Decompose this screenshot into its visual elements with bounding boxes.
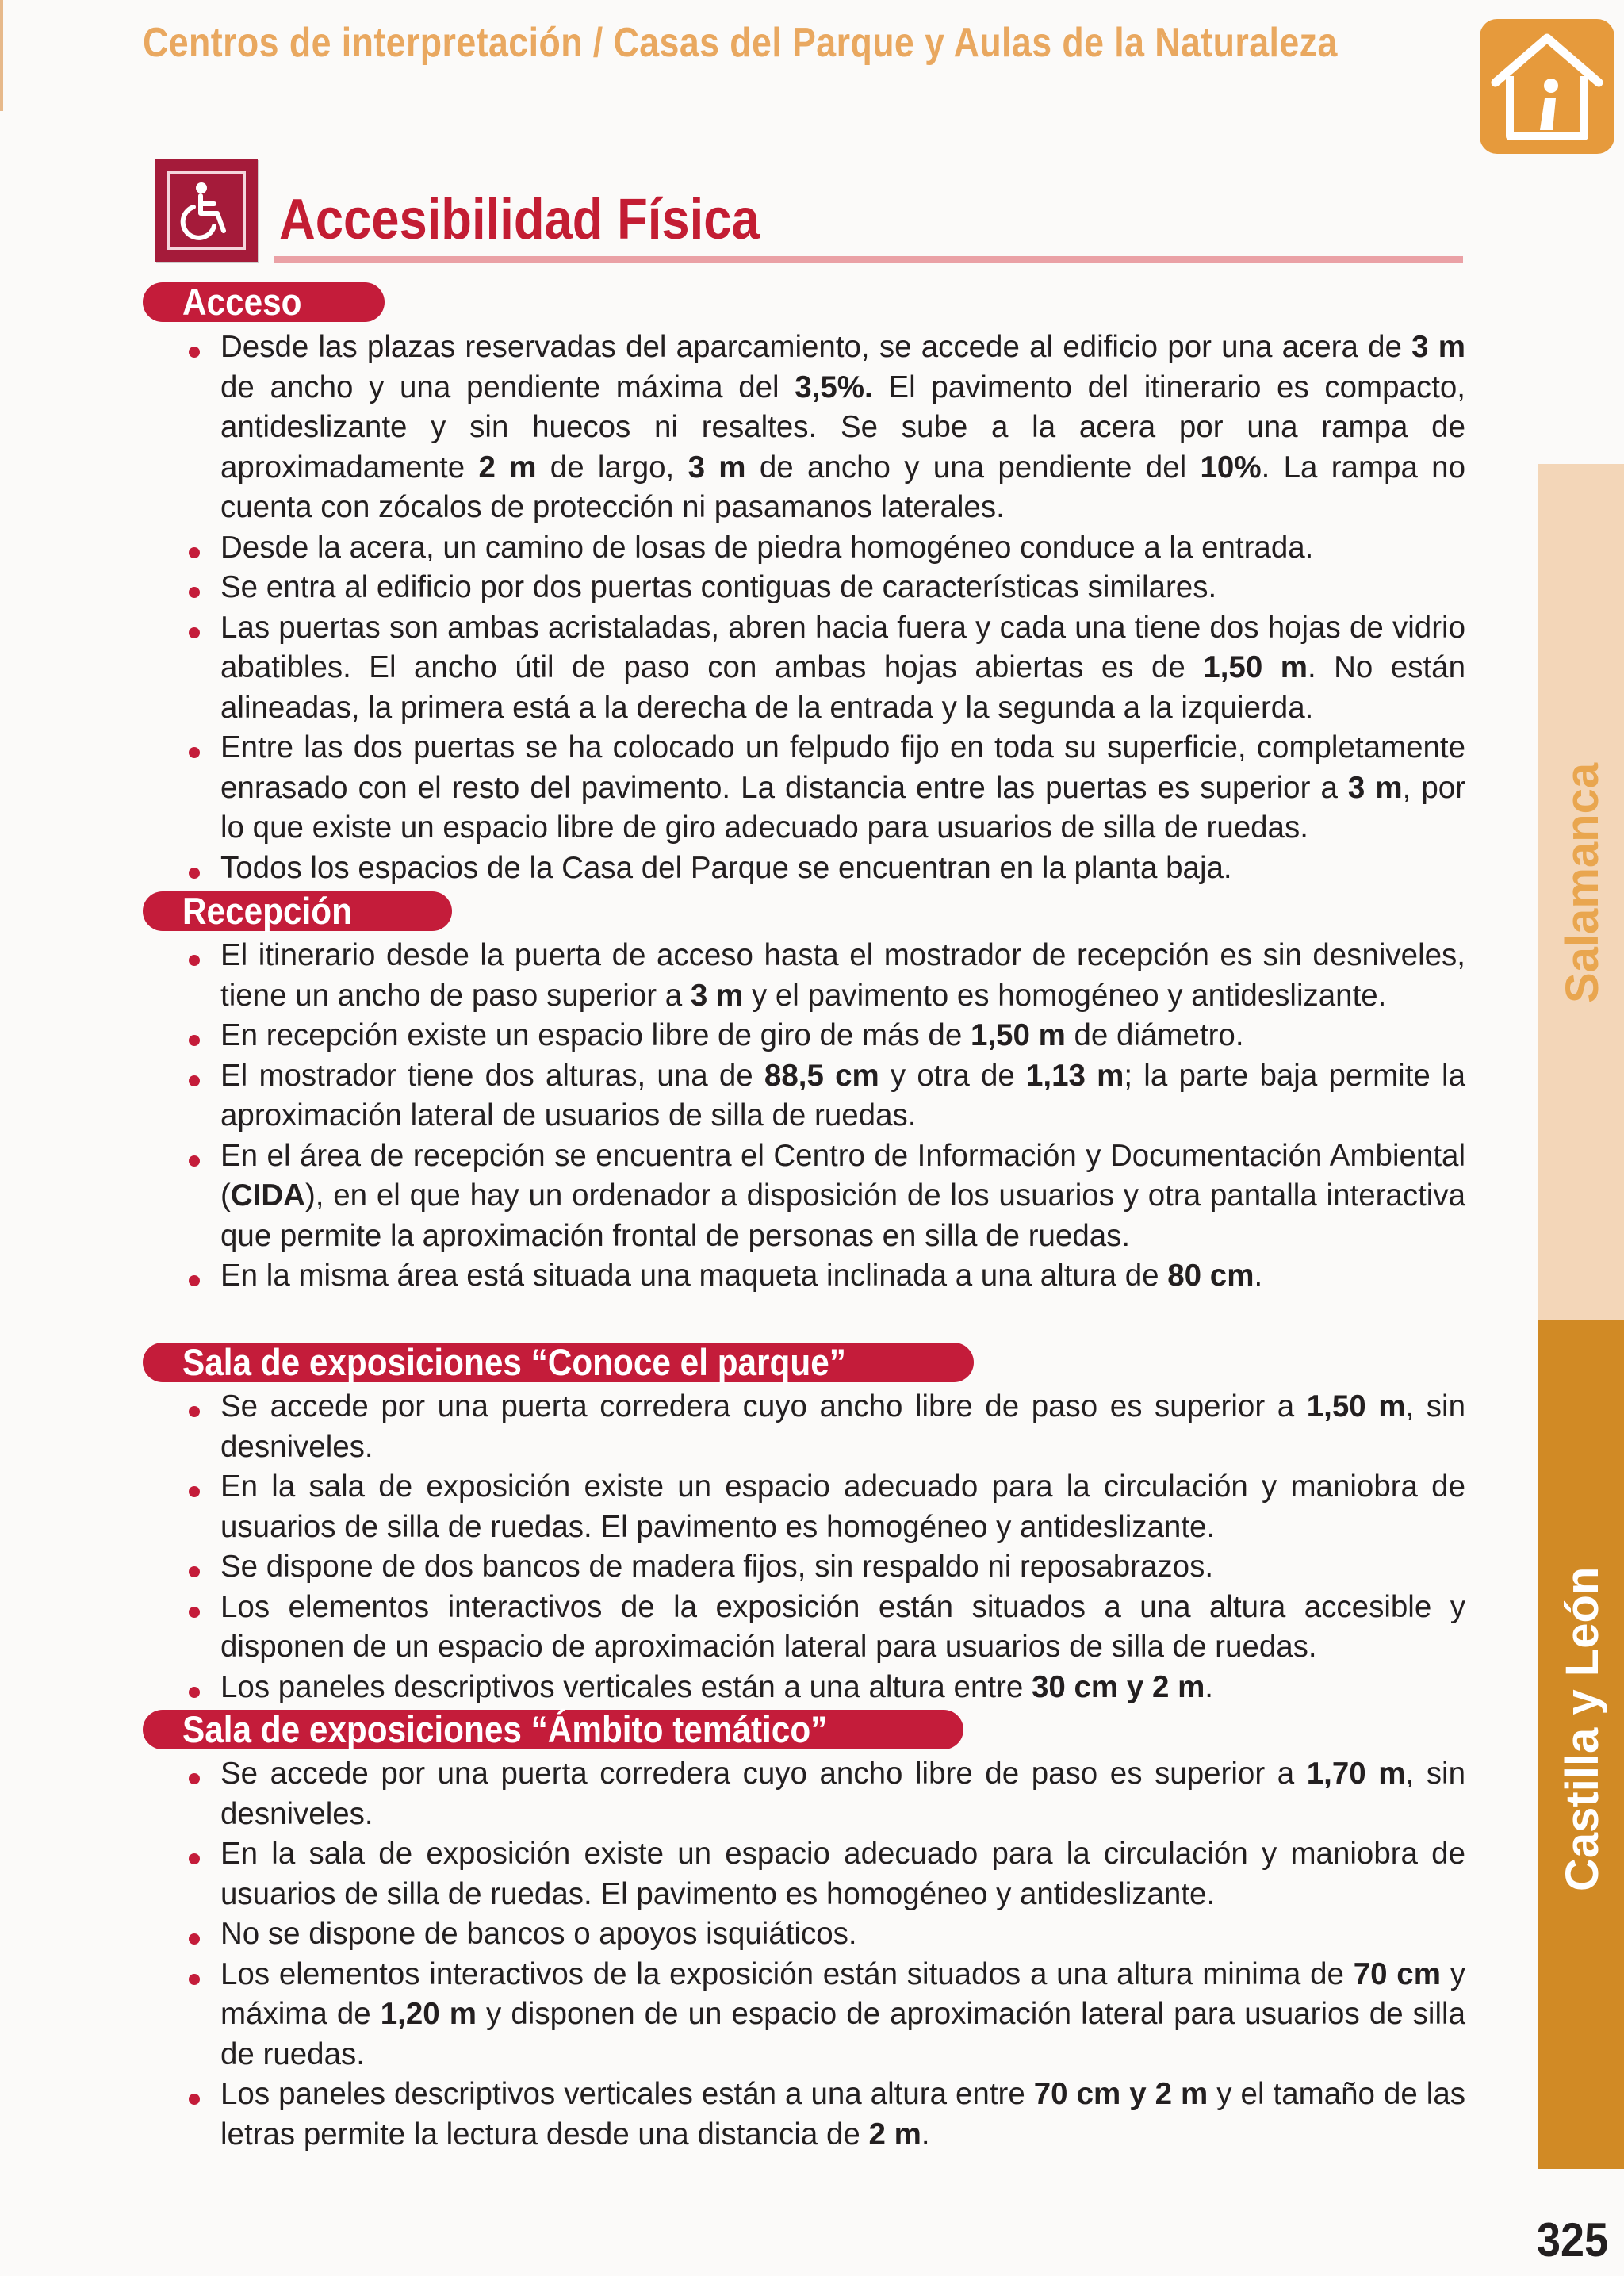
text-run: Los paneles descriptivos verticales están a una altura entre — [220, 2077, 1034, 2111]
section-title: Accesibilidad Física — [279, 188, 760, 251]
bold-value: 70 cm — [1353, 1956, 1441, 1991]
bullet-icon — [189, 1075, 200, 1086]
text-run: El itinerario desde la puerta de acceso hasta el mostrador de recepción es sin desniveles, tiene un ancho de paso superior a — [220, 938, 1465, 1013]
bold-value: 3 m — [1411, 330, 1465, 364]
text-run: . No están alineadas, la primera está a la derecha de la entrada y la segunda a la izquierda. — [220, 650, 1465, 725]
list-item — [187, 1547, 1465, 1588]
bullet-icon — [189, 868, 200, 879]
bullet-icon — [189, 1687, 200, 1698]
list-item — [187, 1955, 1465, 2075]
text-run: y el tamaño de las letras permite la lectura desde una distancia de — [220, 2077, 1465, 2151]
list-item — [187, 328, 1465, 528]
list-item — [187, 1754, 1465, 1834]
bullet-icon — [189, 1773, 200, 1784]
title-underline — [274, 256, 1463, 263]
bold-value: 1,50 m — [970, 1018, 1066, 1052]
text-run: El pavimento del itinerario es compacto, antideslizante y sin huecos ni resaltes. Se sube a la acera por una rampa de aproximadamente — [220, 370, 1465, 485]
text-run: En la misma área está situada una maqueta inclinada a una altura de — [220, 1259, 1168, 1293]
page-number: 325 — [1537, 2213, 1609, 2266]
bold-value: 10% — [1200, 450, 1262, 485]
list-item — [187, 1668, 1465, 1708]
bullet-icon — [189, 347, 200, 358]
list-item — [187, 1136, 1465, 1257]
bold-value: 88,5 cm — [764, 1058, 879, 1093]
text-run: Los elementos interactivos de la exposición están situados a una altura accesible y disponen de un espacio de aproximación lateral para usuarios de silla de ruedas. — [220, 1589, 1465, 1664]
bullet-icon — [189, 747, 200, 758]
bold-value: 1,13 m — [1026, 1058, 1124, 1093]
list-acceso — [187, 328, 1465, 888]
text-run: En el área de recepción se encuentra el Centro de Información y Documentación Ambiental ( — [220, 1138, 1465, 1213]
bullet-icon — [189, 1853, 200, 1864]
text-run: ; la parte baja permite la aproximación lateral de usuarios de silla de ruedas. — [220, 1058, 1466, 1132]
bold-value: 3 m — [1347, 770, 1403, 805]
text-run: y el pavimento es homogéneo y antideslizante. — [743, 978, 1387, 1013]
list-item — [187, 1387, 1465, 1467]
bullet-icon — [189, 1406, 200, 1417]
text-run: En la sala de exposición existe un espacio adecuado para la circulación y maniobra de usuarios de silla de ruedas. El pavimento es homogéneo y antideslizante. — [220, 1837, 1465, 1911]
text-run: de ancho y una pendiente máxima del — [220, 370, 795, 404]
text-run: El mostrador tiene dos alturas, una de — [220, 1058, 764, 1093]
text-run: En la sala de exposición existe un espacio adecuado para la circulación y maniobra de usuarios de silla de ruedas. El pavimento es homogéneo y antideslizante. — [220, 1469, 1465, 1544]
bold-value: 1,70 m — [1306, 1757, 1406, 1791]
text-run: Entre las dos puertas se ha colocado un felpudo fijo en toda su superficie, completamente enrasado con el resto del pavimento. La distancia entre las puertas es superior a — [220, 730, 1465, 805]
list-item — [187, 1914, 1465, 1955]
list-item — [187, 1056, 1465, 1136]
text-run: , por lo que existe un espacio libre de giro adecuado para usuarios de silla de ruedas. — [220, 770, 1466, 845]
bullet-icon — [189, 955, 200, 966]
subsection-heading-acceso: Acceso — [143, 282, 385, 322]
bullet-icon — [189, 1933, 200, 1945]
text-run: Se dispone de dos bancos de madera fijos, sin respaldo ni reposabrazos. — [220, 1550, 1214, 1584]
bold-value: CIDA — [230, 1178, 305, 1213]
list-ambito-tematico — [187, 1754, 1465, 2155]
list-item — [187, 1467, 1465, 1547]
bullet-icon — [189, 1566, 200, 1577]
text-run: . La rampa no cuenta con zócalos de protección ni pasamanos laterales. — [220, 450, 1465, 524]
bold-value: 3,5%. — [795, 370, 873, 404]
bullet-icon — [189, 547, 200, 558]
list-item — [187, 1256, 1465, 1297]
text-run: No se dispone de bancos o apoyos isquiáticos. — [220, 1917, 857, 1951]
list-item — [187, 1588, 1465, 1668]
bold-value: 3 m — [688, 450, 746, 485]
bold-value: 80 cm — [1167, 1259, 1254, 1293]
side-label-region: Castilla y León — [1557, 1566, 1608, 1891]
bullet-icon — [189, 2094, 200, 2105]
text-run: . — [1205, 1669, 1213, 1704]
text-run: y máxima de — [220, 1956, 1465, 2031]
list-recepcion — [187, 936, 1465, 1297]
bullet-icon — [189, 1035, 200, 1046]
text-run: Las puertas son ambas acristaladas, abren hacia fuera y cada una tiene dos hojas de vidrio abatibles. El ancho útil de paso con ambas hojas abiertas es de — [220, 610, 1465, 684]
bold-value: 1,50 m — [1203, 650, 1308, 684]
bold-value: 30 cm y 2 m — [1031, 1669, 1205, 1704]
text-run: , sin desniveles. — [220, 1757, 1465, 1831]
bold-value: 3 m — [690, 978, 744, 1013]
text-run: Se entra al edificio por dos puertas contiguas de características similares. — [220, 570, 1217, 604]
bullet-icon — [189, 1607, 200, 1618]
bullet-icon — [189, 1275, 200, 1286]
bold-value: 2 m — [868, 2117, 921, 2151]
bullet-icon — [189, 1974, 200, 1985]
subsection-heading-recepcion: Recepción — [143, 891, 452, 931]
bullet-icon — [189, 587, 200, 598]
text-run: ), en el que hay un ordenador a disposición de los usuarios y otra pantalla interactiva que permite la aproximación frontal de personas en silla de ruedas. — [220, 1178, 1465, 1253]
subsection-heading-conoce-el-parque: Sala de exposiciones “Conoce el parque” — [143, 1343, 974, 1382]
list-item — [187, 608, 1465, 729]
info-house-icon — [1480, 19, 1614, 154]
text-run: Todos los espacios de la Casa del Parque se encuentran en la planta baja. — [220, 850, 1232, 885]
list-item — [187, 1834, 1465, 1914]
list-item — [187, 1016, 1465, 1056]
bold-value: 1,20 m — [380, 1997, 477, 2031]
text-run: . — [921, 2117, 930, 2151]
list-item — [187, 849, 1465, 889]
text-run: y otra de — [879, 1058, 1026, 1093]
bullet-icon — [189, 627, 200, 638]
list-item — [187, 936, 1465, 1016]
text-run: , sin desniveles. — [220, 1389, 1465, 1464]
bold-value: 2 m — [478, 450, 537, 485]
text-run: Se accede por una puerta corredera cuyo ancho libre de paso es superior a — [220, 1757, 1307, 1791]
bold-value: 1,50 m — [1306, 1389, 1406, 1423]
list-conoce-el-parque — [187, 1387, 1465, 1707]
text-run: Los elementos interactivos de la exposición están situados a una altura minima de — [220, 1956, 1354, 1991]
text-run: Los paneles descriptivos verticales están a una altura entre — [220, 1669, 1032, 1704]
bullet-icon — [189, 1486, 200, 1497]
list-item — [187, 528, 1465, 569]
text-run: Desde las plazas reservadas del aparcamiento, se accede al edificio por una acera de — [220, 330, 1412, 364]
text-run: de ancho y una pendiente del — [745, 450, 1201, 485]
side-label-province: Salamanca — [1557, 762, 1608, 1003]
bullet-icon — [189, 1155, 200, 1167]
text-run: de largo, — [536, 450, 688, 485]
header-title: Centros de interpretación / Casas del Parque y Aulas de la Naturaleza — [143, 20, 1338, 66]
text-run: Se accede por una puerta corredera cuyo ancho libre de paso es superior a — [220, 1389, 1307, 1423]
wheelchair-icon — [155, 159, 258, 262]
text-run: Desde la acera, un camino de losas de piedra homogéneo conduce a la entrada. — [220, 530, 1314, 565]
list-item — [187, 728, 1465, 849]
list-item — [187, 568, 1465, 608]
edge-mark — [0, 0, 3, 111]
text-run: En recepción existe un espacio libre de giro de más de — [220, 1018, 971, 1052]
text-run: y disponen de un espacio de aproximación lateral para usuarios de silla de ruedas. — [220, 1997, 1465, 2071]
list-item — [187, 2075, 1465, 2155]
subsection-heading-ambito-tematico: Sala de exposiciones “Ámbito temático” — [143, 1710, 963, 1749]
text-run: . — [1254, 1259, 1263, 1293]
text-run: de diámetro. — [1065, 1018, 1244, 1052]
bold-value: 70 cm y 2 m — [1033, 2077, 1208, 2111]
